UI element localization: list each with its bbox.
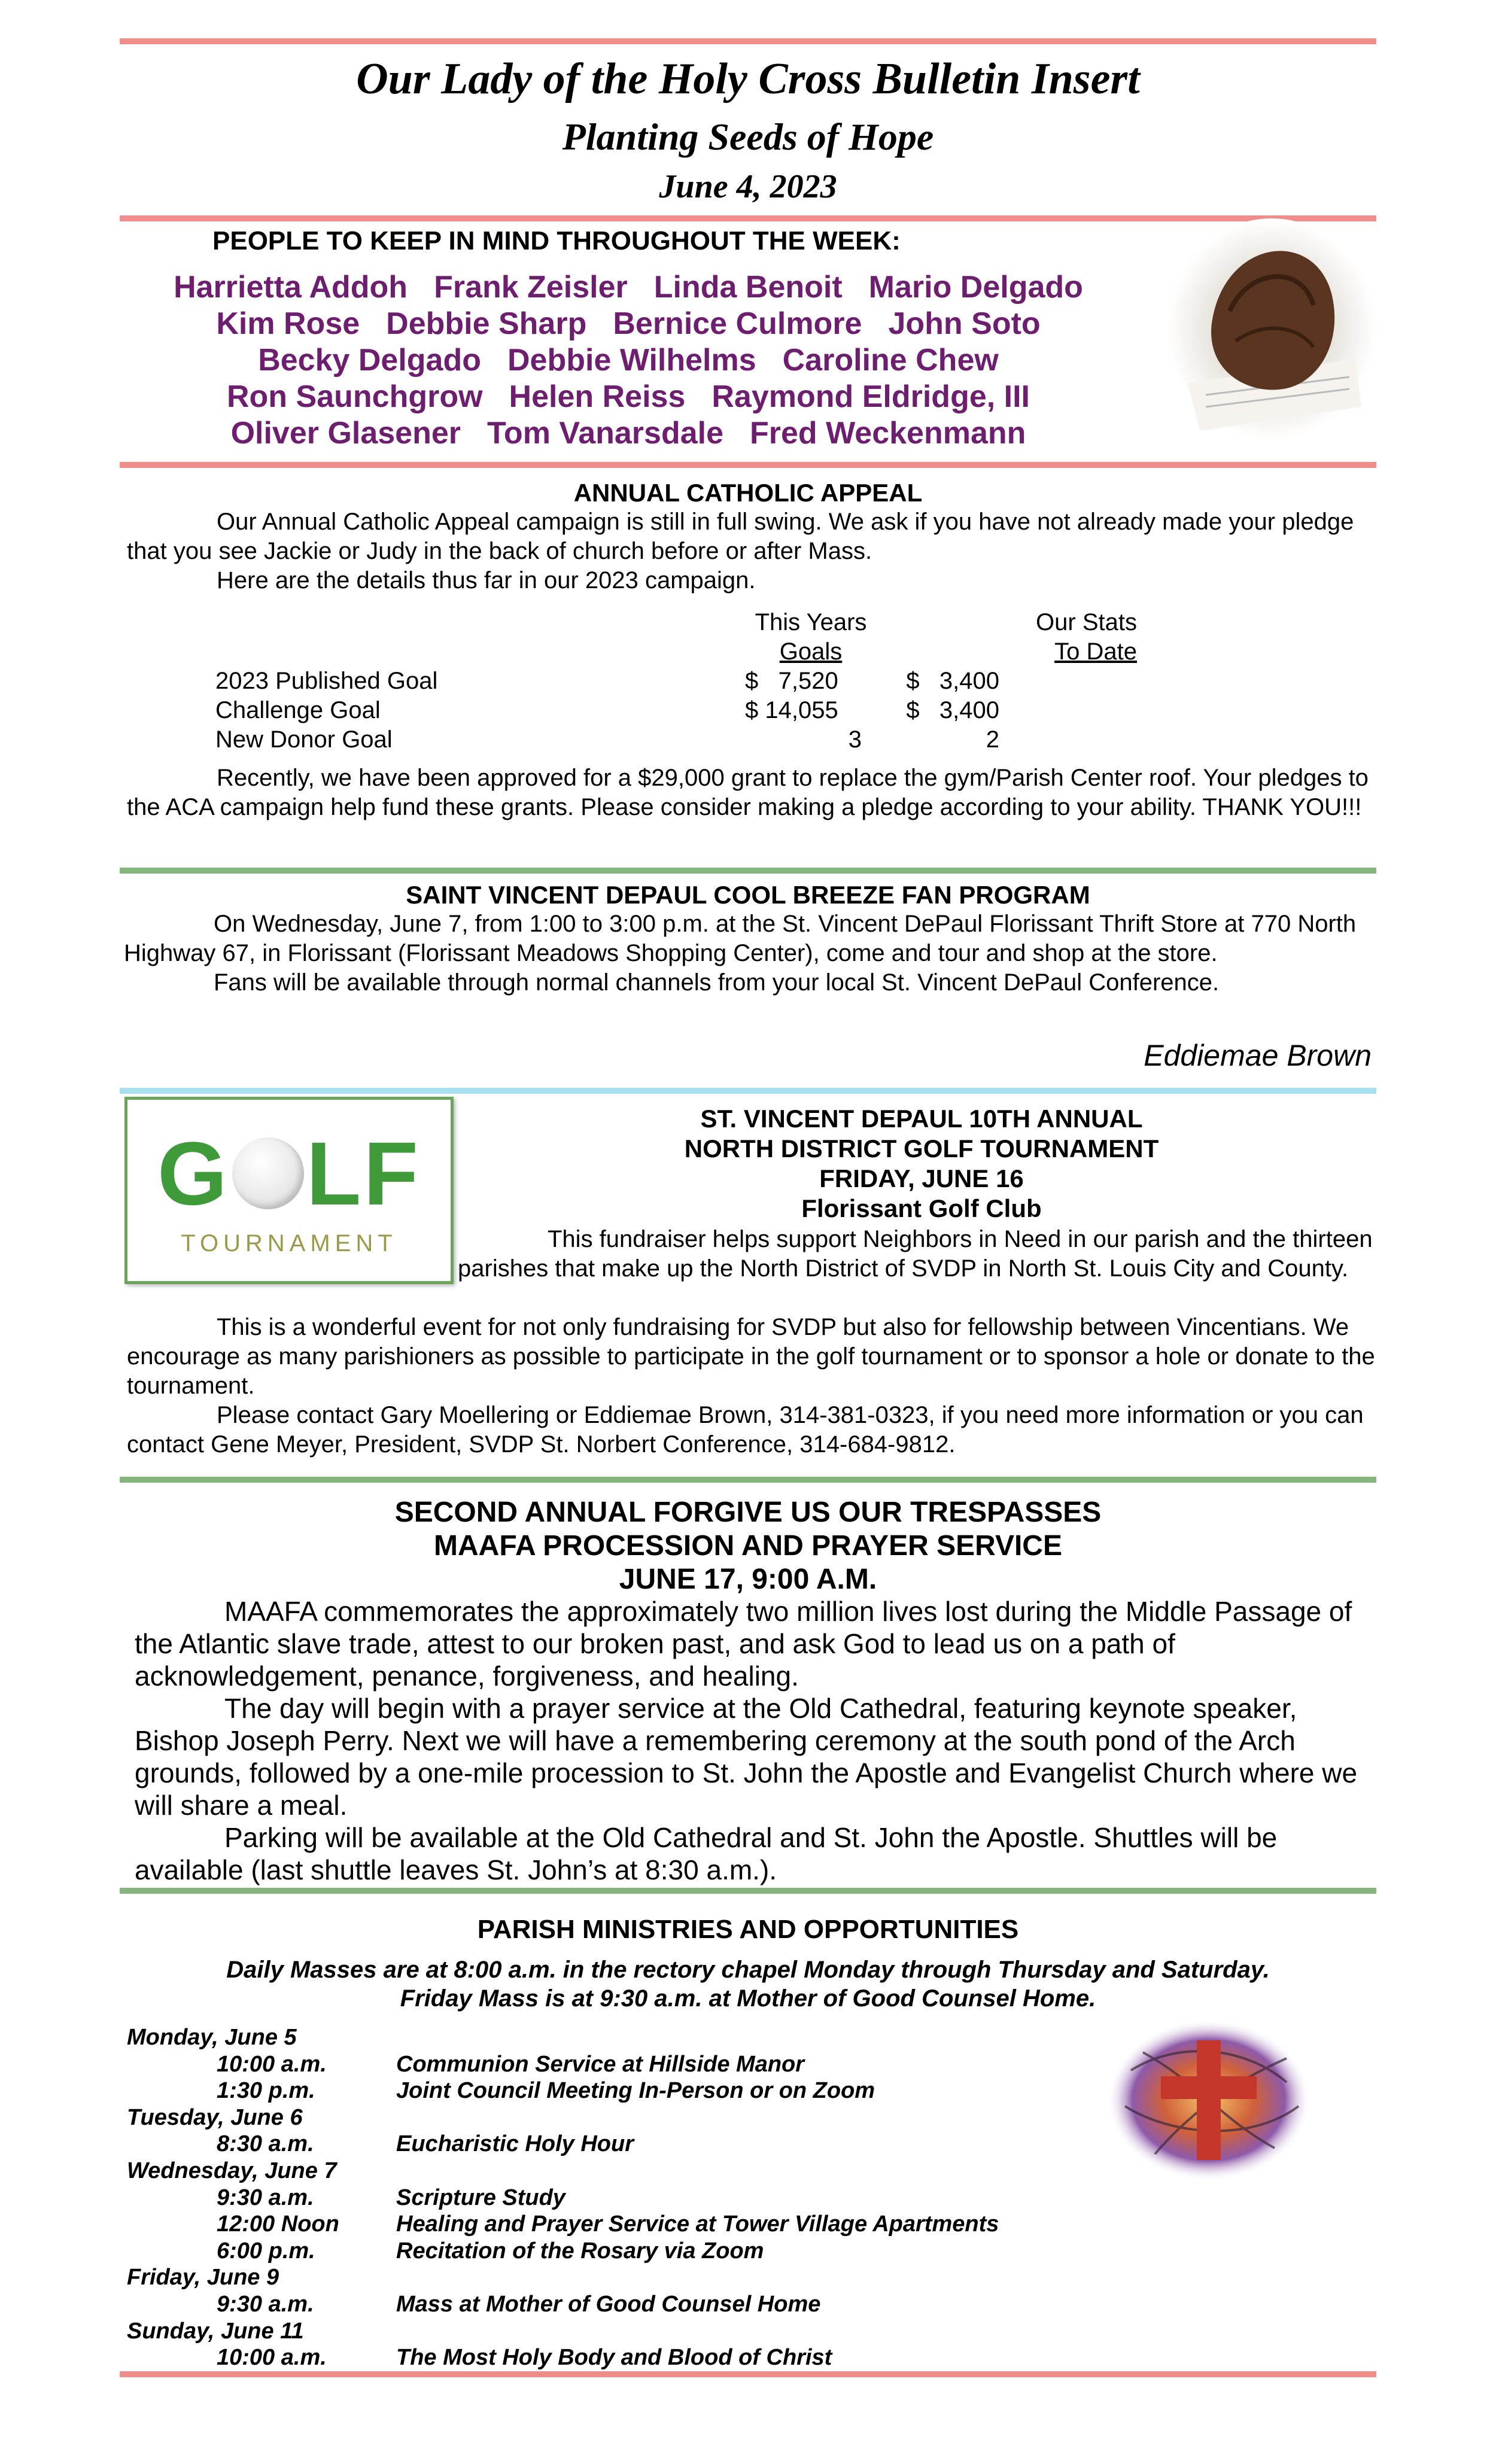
ministries-notes: Daily Masses are at 8:00 a.m. in the rectory chapel Monday through Thursday and Saturday. Friday Mass is at 9:30 a.m. at Mother of Good Counsel Home. xyxy=(226,1957,1270,2012)
cross-icon xyxy=(1107,2016,1310,2184)
schedule-day: Tuesday, June 6 xyxy=(127,2104,303,2130)
prayer-names xyxy=(120,269,1137,452)
bulletin-subtitle: Planting Seeds of Hope xyxy=(562,115,934,158)
schedule-row: 10:00 a.m. Communion Service at Hillside Manor xyxy=(217,2051,805,2077)
divider xyxy=(120,1088,1376,1094)
maafa-body: MAAFA commemorates the approximately two million lives lost during the Middle Passage of the Atlantic slave trade, attest to our broken past, and ask God to lead us on a path of acknowledgement, penance, forgiveness, and healing. The day will begin with a prayer service at the Old Cathedral, featuring keynote speaker, Bishop Joseph Perry. Next we will have a remembering ceremony at the south pond of the Arch grounds, followed by a one-mile procession to St. John the Apostle and Evangelist Church where we will share a meal. Parking will be available at the Old Cathedral and St. John the Apostle. Shuttles will be available (last shuttle leaves St. John’s at 8:30 a.m.). xyxy=(135,1596,1358,1885)
divider xyxy=(120,1888,1376,1894)
schedule xyxy=(127,2024,999,2371)
table-row: 2023 Published Goal $ 7,520 $ 3,400 xyxy=(215,668,999,694)
appeal-col-stats: Our Stats To Date xyxy=(1036,609,1137,665)
appeal-grant: Recently, we have been approved for a $29,000 grant to replace the gym/Parish Center roof. Your pledges to the ACA campaign help fund these grants. Please consider making a pledge according to your ability. THANK YOU!!! xyxy=(127,765,1369,820)
schedule-day: Sunday, June 11 xyxy=(127,2318,304,2344)
schedule-row: 8:30 a.m. Eucharistic Holy Hour xyxy=(217,2131,634,2157)
schedule-row: 6:00 p.m. Recitation of the Rosary via Zoom xyxy=(217,2238,764,2264)
divider xyxy=(120,868,1376,874)
names-row: Oliver Glasener Tom Vanarsdale Fred Weckenmann xyxy=(230,416,1026,451)
names-row: Kim Rose Debbie Sharp Bernice Culmore John Soto xyxy=(216,306,1041,341)
appeal-heading: ANNUAL CATHOLIC APPEAL xyxy=(573,479,923,507)
schedule-row: 12:00 Noon Healing and Prayer Service at Tower Village Apartments xyxy=(217,2211,999,2237)
prayer-heading: PEOPLE TO KEEP IN MIND THROUGHOUT THE WEEK: xyxy=(212,226,901,255)
golf-headings: ST. VINCENT DEPAUL 10TH ANNUAL NORTH DISTRICT GOLF TOURNAMENT FRIDAY, JUNE 16 Florissant Golf Club xyxy=(684,1105,1159,1222)
names-row: Ron Saunchgrow Helen Reiss Raymond Eldridge, III xyxy=(226,379,1030,414)
divider xyxy=(120,1477,1376,1483)
divider-bottom xyxy=(120,2371,1376,2377)
schedule-row: 9:30 a.m. Mass at Mother of Good Counsel Home xyxy=(217,2291,821,2317)
table-row: New Donor Goal 3 2 xyxy=(215,726,999,753)
divider xyxy=(120,462,1376,468)
golf-body: This is a wonderful event for not only fundraising for SVDP but also for fellowship between Vincentians. We encourage as many parishioners as possible to participate in the golf tournament or to sponsor a hole or donate to the tournament. Please contact Gary Moellering or Eddiemae Brown, 314-381-0323, if you need more information or you can contact Gene Meyer, President, SVDP St. Norbert Conference, 314-684-9812. xyxy=(127,1314,1375,1458)
golf-p1: This fundraiser helps support Neighbors in Need in our parish and the thirteen parishes that make up the North District of SVDP in North St. Louis City and County. xyxy=(458,1226,1373,1282)
schedule-day: Wednesday, June 7 xyxy=(127,2158,337,2183)
names-row: Harrietta Addoh Frank Zeisler Linda Benoit Mario Delgado xyxy=(174,270,1083,305)
table-row: Challenge Goal $ 14,055 $ 3,400 xyxy=(215,697,999,723)
bulletin-title: Our Lady of the Holy Cross Bulletin Insert xyxy=(356,54,1140,104)
schedule-row: 10:00 a.m. The Most Holy Body and Blood of Christ xyxy=(217,2345,832,2371)
fan-heading: SAINT VINCENT DEPAUL COOL BREEZE FAN PROGRAM xyxy=(406,881,1090,909)
golf-ball-icon xyxy=(232,1137,304,1209)
schedule-row: 1:30 p.m. Joint Council Meeting In-Person or on Zoom xyxy=(217,2078,875,2104)
maafa-headings: SECOND ANNUAL FORGIVE US OUR TRESPASSES MAAFA PROCESSION AND PRAYER SERVICE JUNE 17, 9:00 A.M. xyxy=(394,1496,1102,1595)
divider-top xyxy=(120,38,1376,44)
appeal-col-goals: This Years Goals xyxy=(755,609,867,665)
golf-logo: G LF TOURNAMENT xyxy=(124,1097,454,1284)
appeal-table xyxy=(215,667,1143,755)
ministries-heading: PARISH MINISTRIES AND OPPORTUNITIES xyxy=(477,1915,1019,1944)
fan-body: On Wednesday, June 7, from 1:00 to 3:00 p.m. at the St. Vincent DePaul Florissant Thrift Store at 770 North Highway 67, in Florissant (Florissant Meadows Shopping Center), come and tour and shop at the store. Fans will be available through normal channels from your local St. Vincent DePaul Conference. xyxy=(124,911,1357,996)
schedule-row: 9:30 a.m. Scripture Study xyxy=(217,2185,565,2210)
fan-signature: Eddiemae Brown xyxy=(1144,1039,1372,1072)
names-row: Becky Delgado Debbie Wilhelms Caroline Chew xyxy=(258,343,999,378)
appeal-intro: Our Annual Catholic Appeal campaign is still in full swing. We ask if you have not already made your pledge that you see Jackie or Judy in the back of church before or after Mass. Here are the details thus far in our 2023 campaign. xyxy=(127,509,1354,594)
schedule-day: Friday, June 9 xyxy=(127,2265,279,2290)
praying-hands-image xyxy=(1164,203,1379,443)
schedule-day: Monday, June 5 xyxy=(127,2025,297,2050)
bulletin-date: June 4, 2023 xyxy=(659,168,837,205)
